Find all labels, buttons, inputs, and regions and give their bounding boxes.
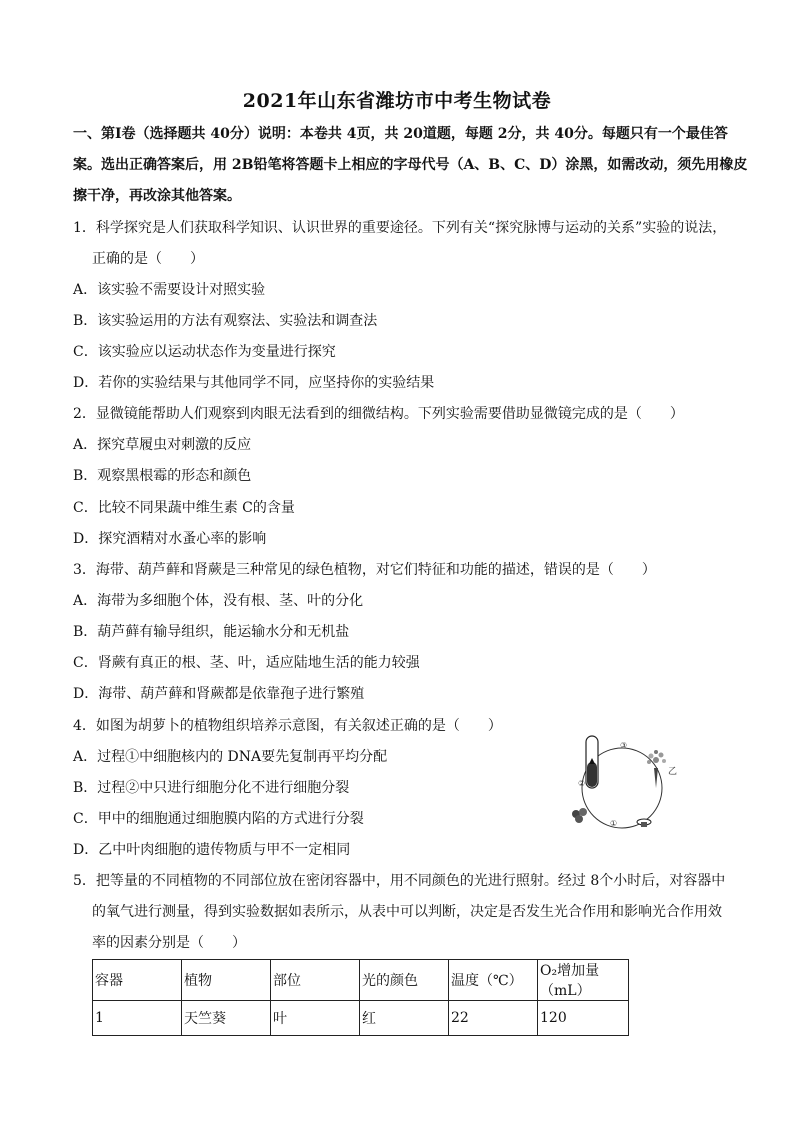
q2-option-d: D．探究酒精对水蚤心率的影响	[73, 531, 267, 547]
table-header-cell: 部位	[271, 960, 360, 1001]
table-cell: 120	[538, 1001, 629, 1036]
figure-label-yi: 乙	[668, 767, 678, 777]
q3-option-c: C．肾蕨有真正的根、茎、叶，适应陆地生活的能力较强	[73, 655, 420, 671]
figure-step-1: ①	[610, 819, 618, 828]
q4-option-b: B．过程②中只进行细胞分化不进行细胞分裂	[73, 780, 350, 796]
q1-option-a: A．该实验不需要设计对照实验	[73, 282, 266, 298]
q5-stem-line-1: 5．把等量的不同植物的不同部位放在密闭容器中，用不同颜色的光进行照射。经过 8个小时后，对容器中	[73, 873, 726, 889]
tissue-culture-diagram	[560, 728, 680, 838]
q4-option-a: A．过程①中细胞核内的 DNA要先复制再平均分配	[73, 749, 388, 765]
table-cell: 天竺葵	[182, 1001, 271, 1036]
section-instructions-line-3: 擦干净，再改涂其他答案。	[73, 188, 241, 204]
q2-option-a: A．探究草履虫对刺激的反应	[73, 437, 252, 453]
q2-stem: 2．显微镜能帮助人们观察到肉眼无法看到的细微结构。下列实验需要借助显微镜完成的是（ ）	[73, 406, 684, 422]
table-header-cell: 植物	[182, 960, 271, 1001]
q2-option-c: C．比较不同果蔬中维生素 C的含量	[73, 500, 295, 516]
table-cell: 22	[449, 1001, 538, 1036]
q4-option-d: D．乙中叶肉细胞的遗传物质与甲不一定相同	[73, 842, 351, 858]
section-instructions-line-1: 一、第Ⅰ卷（选择题共 40分）说明：本卷共 4页，共 20道题，每题 2分，共 40分。每题只有一个最佳答	[73, 126, 728, 142]
table-cell: 1	[93, 1001, 182, 1036]
q1-option-d: D．若你的实验结果与其他同学不同，应坚持你的实验结果	[73, 375, 435, 391]
experiment-table	[92, 959, 629, 1036]
q3-option-a: A．海带为多细胞个体，没有根、茎、叶的分化	[73, 593, 364, 609]
table-header-cell: 光的颜色	[360, 960, 449, 1001]
cell-cluster-icon	[572, 808, 587, 823]
table-cell: 叶	[271, 1001, 360, 1036]
figure-step-3: ③	[620, 741, 628, 750]
q4-option-c: C．甲中的细胞通过细胞膜内陷的方式进行分裂	[73, 811, 364, 827]
q1-stem-line-2: 正确的是（ ）	[92, 251, 204, 267]
petri-dish-icon	[637, 819, 651, 827]
table-header-cell: 温度（℃）	[449, 960, 538, 1001]
q1-stem-line-1: 1．科学探究是人们获取科学知识、认识世界的重要途径。下列有关“探究脉博与运动的关系”实验的说法，	[73, 220, 727, 236]
q3-stem: 3．海带、葫芦藓和肾蕨是三种常见的绿色植物，对它们特征和功能的描述，错误的是（ ）	[73, 562, 656, 578]
q4-stem: 4．如图为胡萝卜的植物组织培养示意图，有关叙述正确的是（ ）	[73, 718, 502, 734]
q3-option-d: D．海带、葫芦藓和肾蕨都是依靠孢子进行繁殖	[73, 686, 365, 702]
figure-step-2: ②	[578, 779, 586, 788]
test-tube-icon	[586, 736, 598, 788]
table-cell: 红	[360, 1001, 449, 1036]
q5-stem-line-2: 的氧气进行测量，得到实验数据如表所示，从表中可以判断，决定是否发生光合作用和影响光合作用效	[92, 904, 722, 920]
q1-option-b: B．该实验运用的方法有观察法、实验法和调查法	[73, 313, 378, 329]
table-header-cell: 容器	[93, 960, 182, 1001]
carrot-plant-icon	[647, 750, 666, 788]
table-header-cell: O₂增加量（mL）	[538, 960, 629, 1001]
q1-option-c: C．该实验应以运动状态作为变量进行探究	[73, 344, 336, 360]
q3-option-b: B．葫芦藓有输导组织，能运输水分和无机盐	[73, 624, 350, 640]
q2-option-b: B．观察黑根霉的形态和颜色	[73, 468, 252, 484]
q5-stem-line-3: 率的因素分别是（ ）	[92, 935, 246, 951]
table-row	[93, 1001, 629, 1036]
table-header-row	[93, 960, 629, 1001]
page-title: 2021年山东省潍坊市中考生物试卷	[242, 90, 552, 112]
section-instructions-line-2: 案。选出正确答案后，用 2B铅笔将答题卡上相应的字母代号（A、B、C、D）涂黑，如需改动，须先用橡皮	[73, 157, 748, 173]
